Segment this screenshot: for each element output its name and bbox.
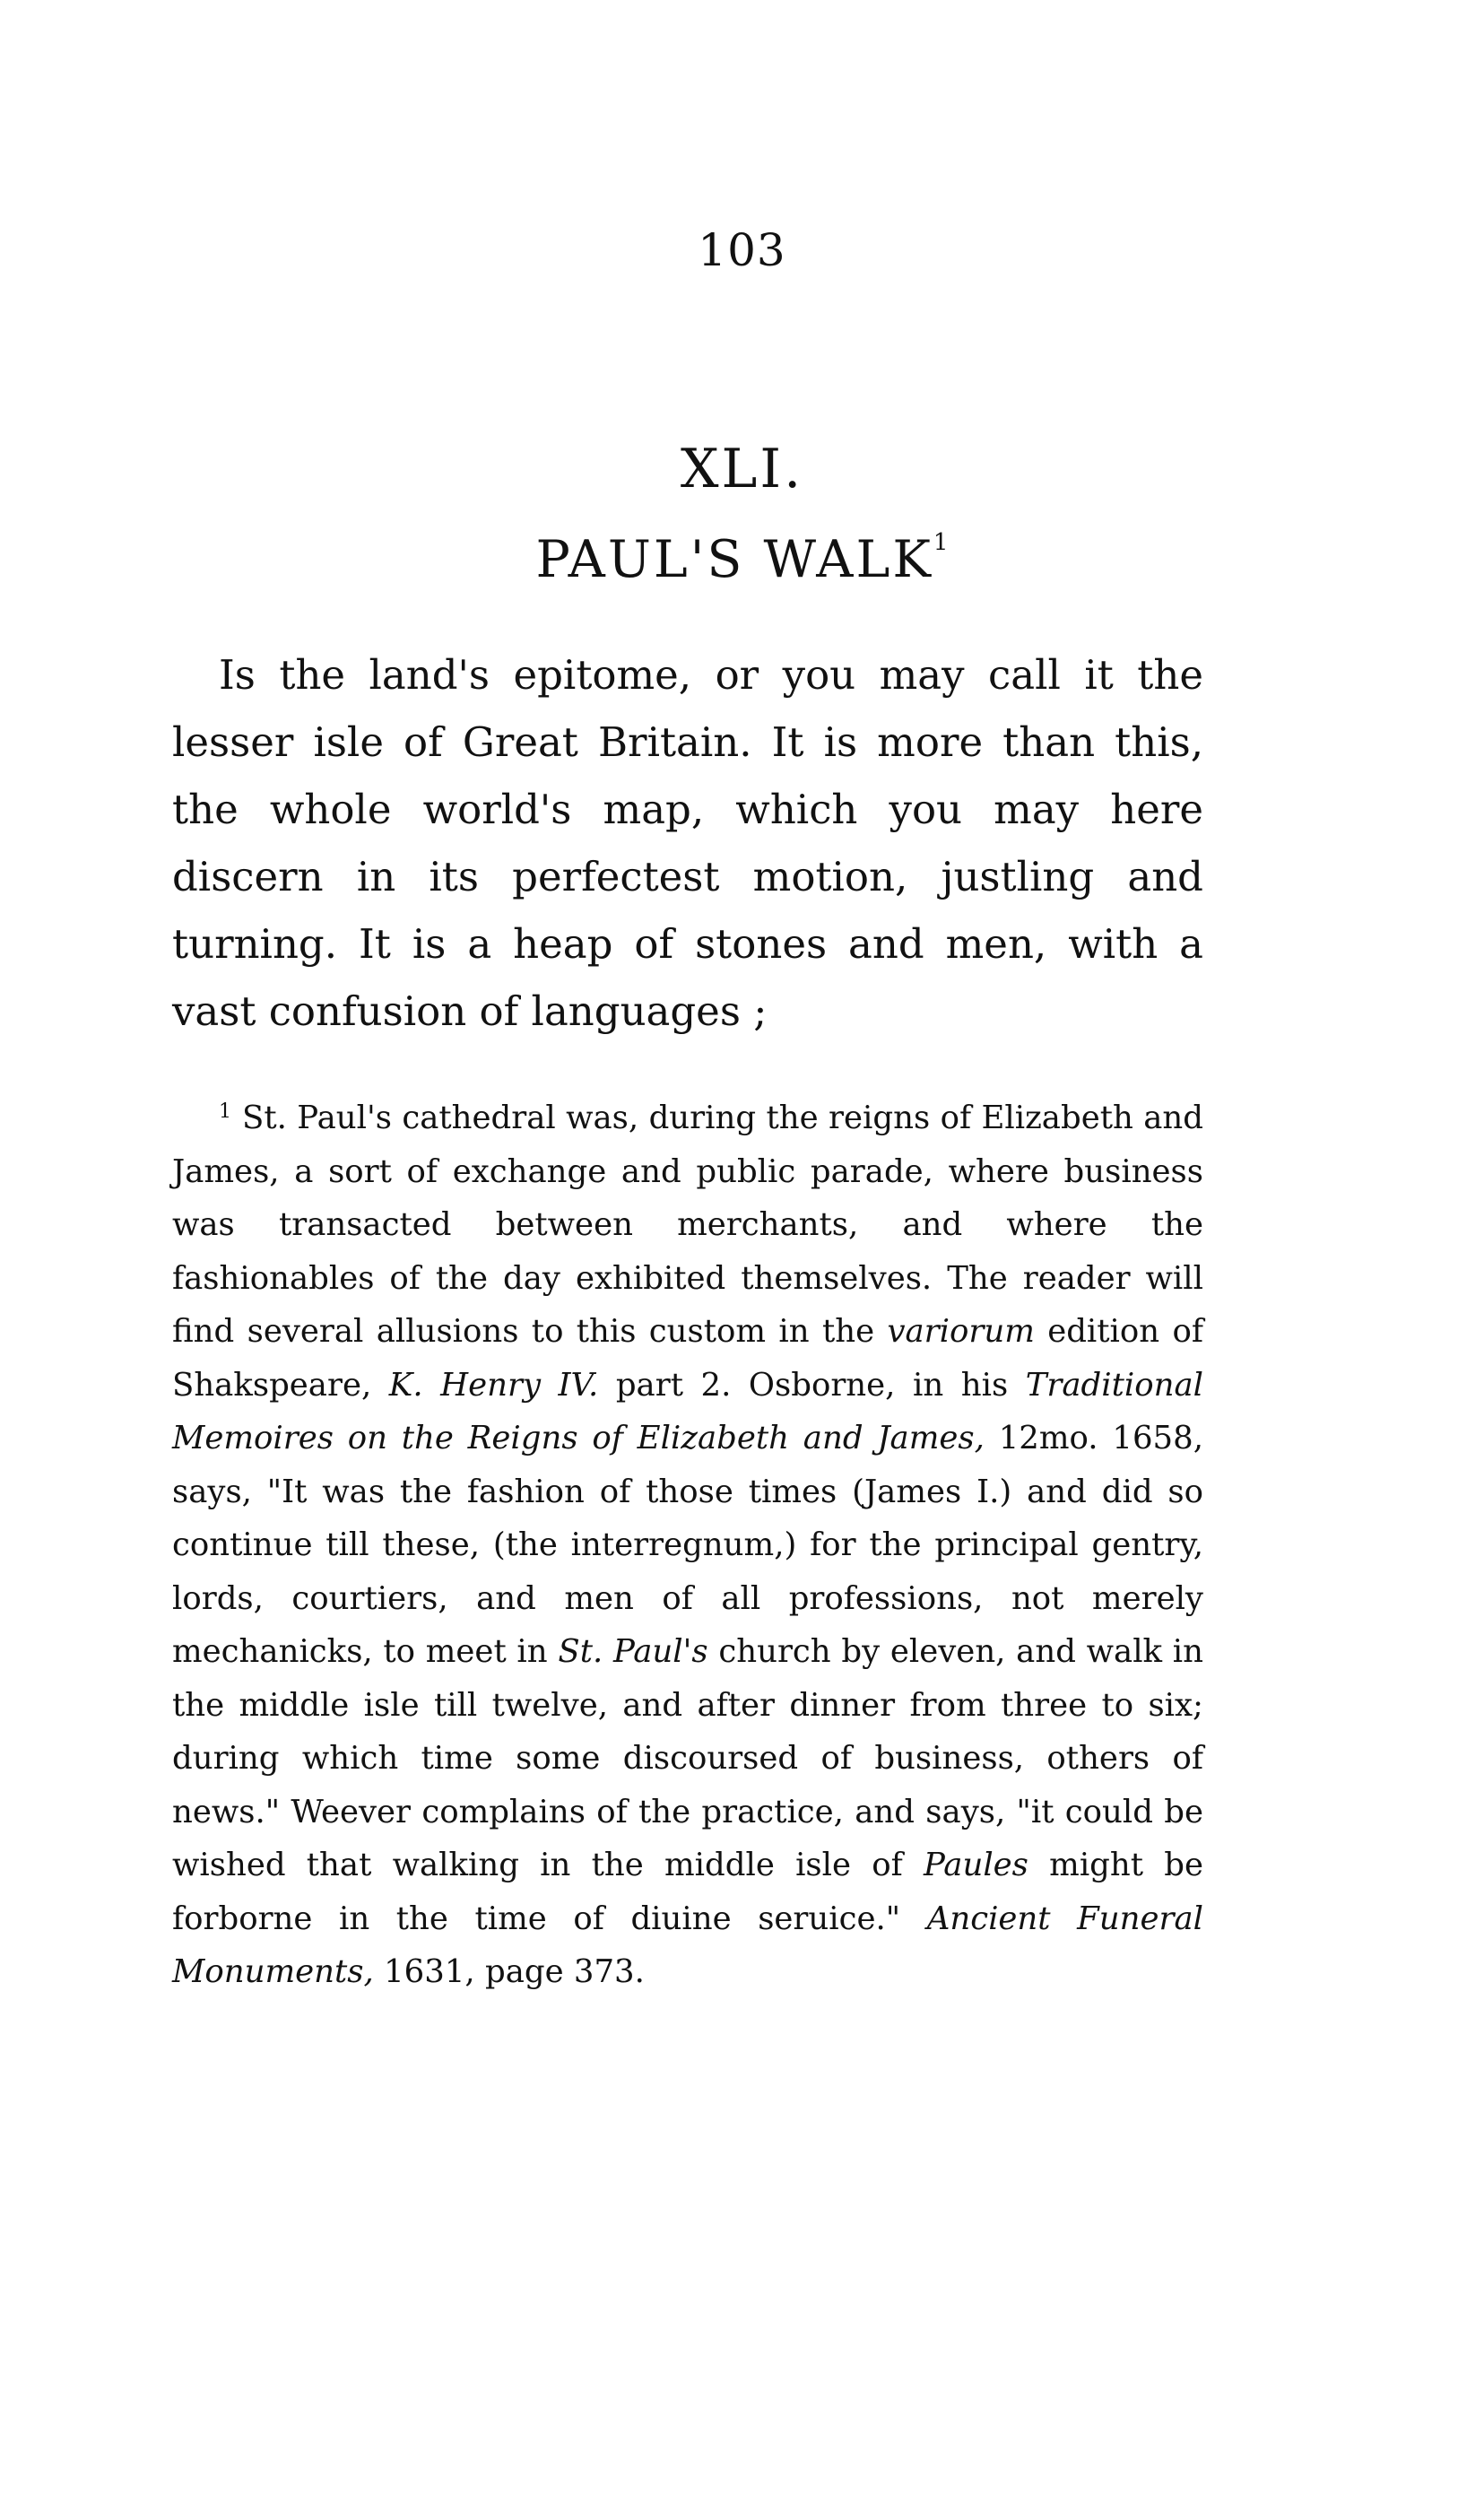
footnote-text-6: might be forborne in the time of diuine seruice." <box>172 1847 1203 1937</box>
body-text: the land's epitome, or you may call it the lesser isle of Great Britain. It is more than this, the whole world's map, which you may here discern in its perfectest motion, justling and turning. It is a heap of stones and men, with a vast confusion of languages ; <box>172 651 1203 1035</box>
body-paragraph <box>172 641 1203 1045</box>
chapter-title-text: PAUL'S WALK <box>535 530 933 589</box>
footnote-italic-1: variorum <box>887 1313 1035 1350</box>
footnote-text-5: church by eleven, and walk in the middle isle till twelve, and after dinner from three to six; during which time some discoursed of business, others of news." Weever complains of the practice, and says, "it could be wished that walking in the middle isle of <box>172 1633 1203 1883</box>
body-first-word: Is <box>219 651 256 699</box>
footnote-marker: 1 <box>219 1100 231 1123</box>
footnote-italic-6: Ancient Funeral Monuments, <box>172 1900 1203 1990</box>
footnote-text-4: 12mo. 1658, says, "It was the fashion of those times (James I.) and did so continue till these, (the interregnum,) for the principal gentry, lords, courtiers, and men of all professions, not merely mechanicks, to meet in <box>172 1420 1203 1670</box>
footnote-text-7: 1631, page 373. <box>384 1953 645 1990</box>
footnote-italic-2: K. Henry IV. <box>388 1366 599 1404</box>
footnote-reference: 1 <box>933 529 949 556</box>
footnote <box>172 1085 1203 1999</box>
page-number: 103 <box>698 224 786 276</box>
footnote-italic-3: Traditional Memoires on the Reigns of Elizabeth and James, <box>172 1366 1203 1456</box>
footnote-text-2: edition of Shakspeare, <box>172 1313 1203 1404</box>
chapter-number: XLI. <box>680 438 804 500</box>
footnote-text-3: part 2. Osborne, in his <box>615 1366 1009 1404</box>
footnote-text-1: St. Paul's cathedral was, during the reigns of Elizabeth and James, a sort of exchange and public parade, where business was transacted between merchants, and where the fashionables of the day exhibited themselves. The reader will find several allusions to this custom in the <box>172 1100 1203 1350</box>
chapter-title <box>0 529 1484 589</box>
footnote-italic-4: St. Paul's <box>558 1633 708 1670</box>
footnote-italic-5: Paules <box>924 1847 1028 1883</box>
